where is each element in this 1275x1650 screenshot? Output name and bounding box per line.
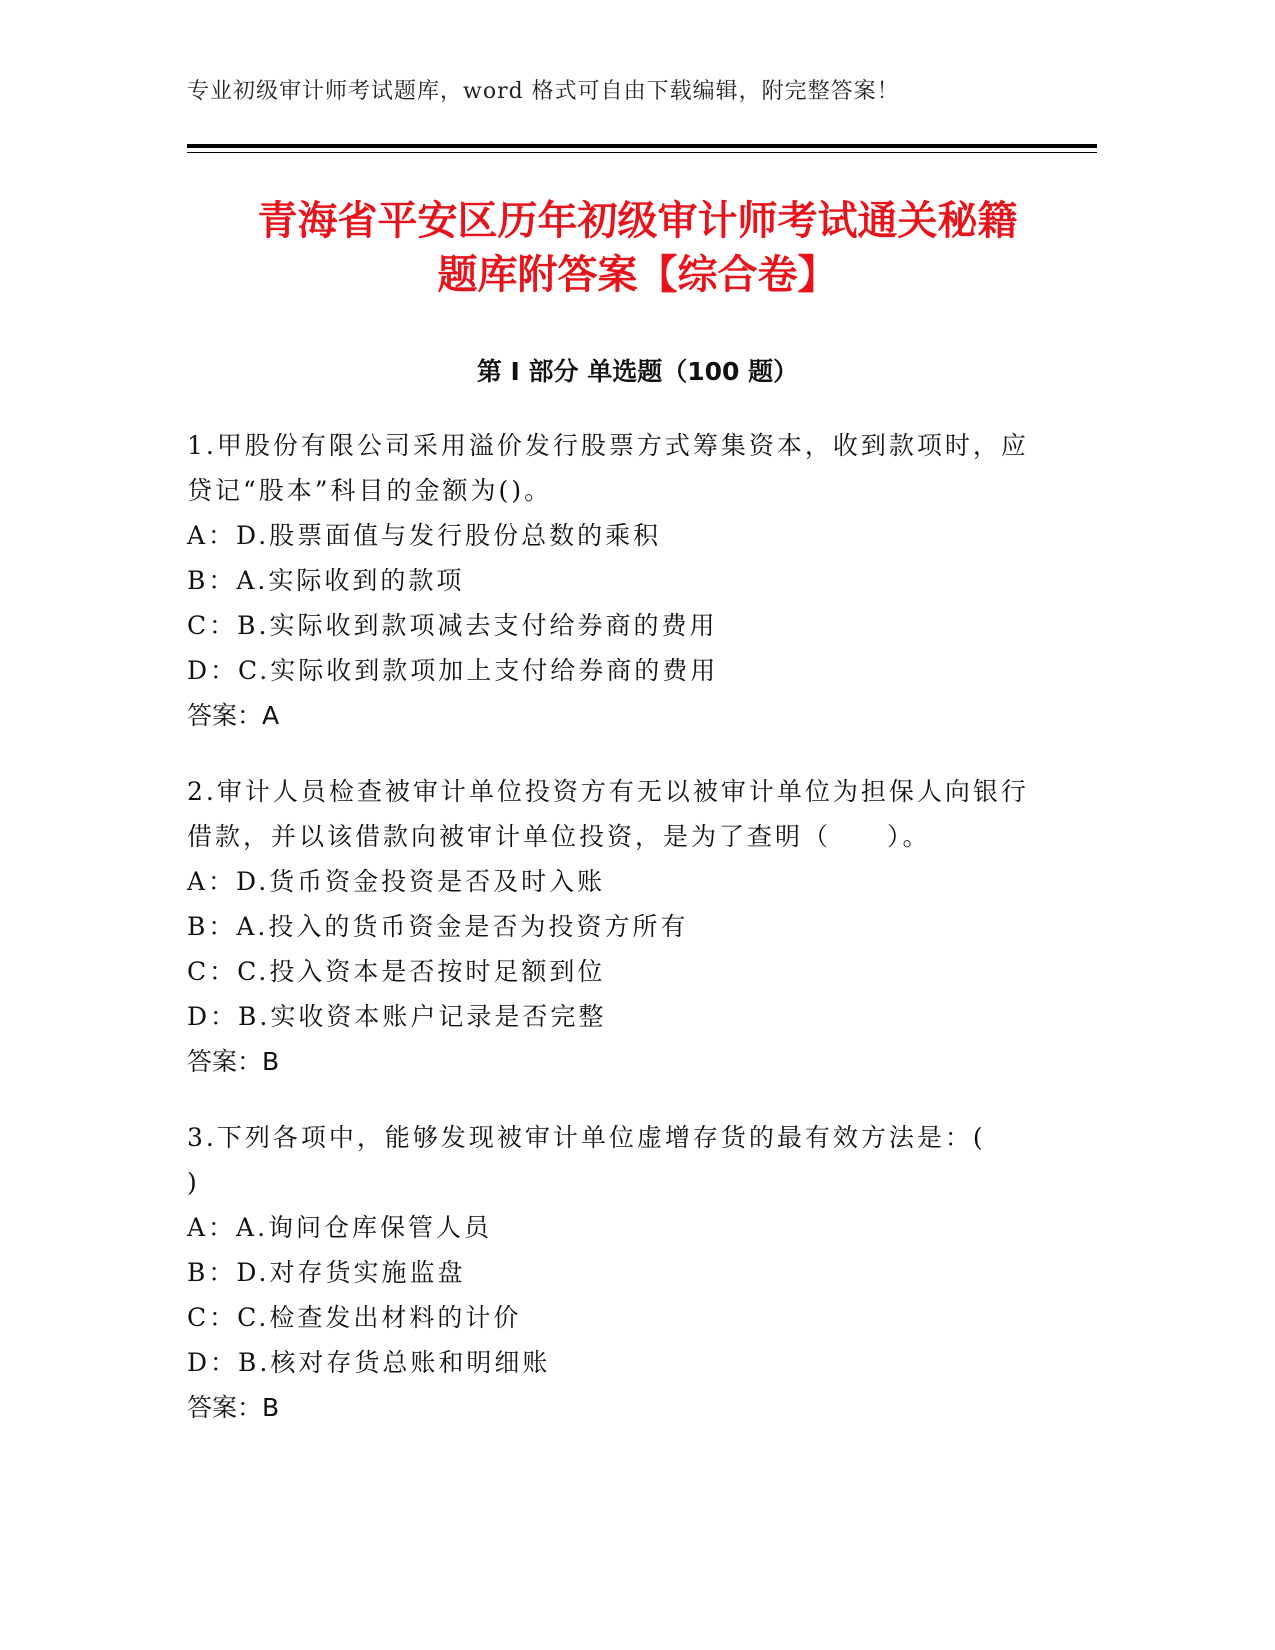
question-3-option-c: C：C.检查发出材料的计价 [187, 1303, 522, 1332]
question-1-option-d: D：C.实际收到款项加上支付给券商的费用 [187, 656, 719, 685]
document-title-line-2: 题库附答案【综合卷】 [437, 252, 838, 298]
question-1-stem-line-1: 1.甲股份有限公司采用溢价发行股票方式筹集资本，收到款项时，应 [187, 431, 1029, 460]
question-2-option-d: D：B.实收资本账户记录是否完整 [187, 1002, 607, 1031]
question-3-option-a: A：A.询问仓库保管人员 [187, 1213, 493, 1242]
question-1-stem-line-2: 贷记“股本”科目的金额为()。 [187, 476, 553, 505]
header-note: 专业初级审计师考试题库，word 格式可自由下载编辑，附完整答案！ [187, 79, 900, 104]
question-2-option-c: C：C.投入资本是否按时足额到位 [187, 957, 606, 986]
question-3-stem-line-1: 3.下列各项中，能够发现被审计单位虚增存货的最有效方法是：( [187, 1123, 986, 1152]
question-3-option-d: D：B.核对存货总账和明细账 [187, 1348, 551, 1377]
question-2-stem [187, 769, 1057, 859]
question-1-option-a: A：D.股票面值与发行股份总数的乘积 [187, 521, 662, 550]
question-list [187, 423, 1057, 1461]
header-rule-thick [187, 144, 1097, 148]
question-1-option-b: B：A.实际收到的款项 [187, 566, 465, 595]
section-heading: 第 I 部分 单选题（100 题） [476, 357, 799, 386]
document-title-line-1: 青海省平安区历年初级审计师考试通关秘籍 [257, 198, 1018, 244]
question-2-option-a: A：D.货币资金投资是否及时入账 [187, 867, 606, 896]
question-1-option-c: C：B.实际收到款项减去支付给券商的费用 [187, 611, 718, 640]
question-2 [187, 769, 1057, 1084]
question-3-answer: 答案：B [187, 1393, 280, 1422]
question-1-answer: 答案：A [187, 701, 280, 730]
question-3-option-b: B：D.对存货实施监盘 [187, 1258, 466, 1287]
question-2-stem-line-2: 借款，并以该借款向被审计单位投资，是为了查明（ ）。 [187, 822, 931, 851]
question-3 [187, 1115, 1057, 1430]
question-1 [187, 423, 1057, 738]
question-3-stem [187, 1115, 1057, 1205]
question-2-answer: 答案：B [187, 1047, 280, 1076]
header-rule-thin [187, 152, 1097, 153]
question-1-stem [187, 423, 1057, 513]
question-3-stem-line-2: ) [187, 1168, 200, 1197]
document-title [160, 194, 1115, 302]
question-2-stem-line-1: 2.审计人员检查被审计单位投资方有无以被审计单位为担保人向银行 [187, 777, 1029, 806]
question-2-option-b: B：A.投入的货币资金是否为投资方所有 [187, 912, 689, 941]
